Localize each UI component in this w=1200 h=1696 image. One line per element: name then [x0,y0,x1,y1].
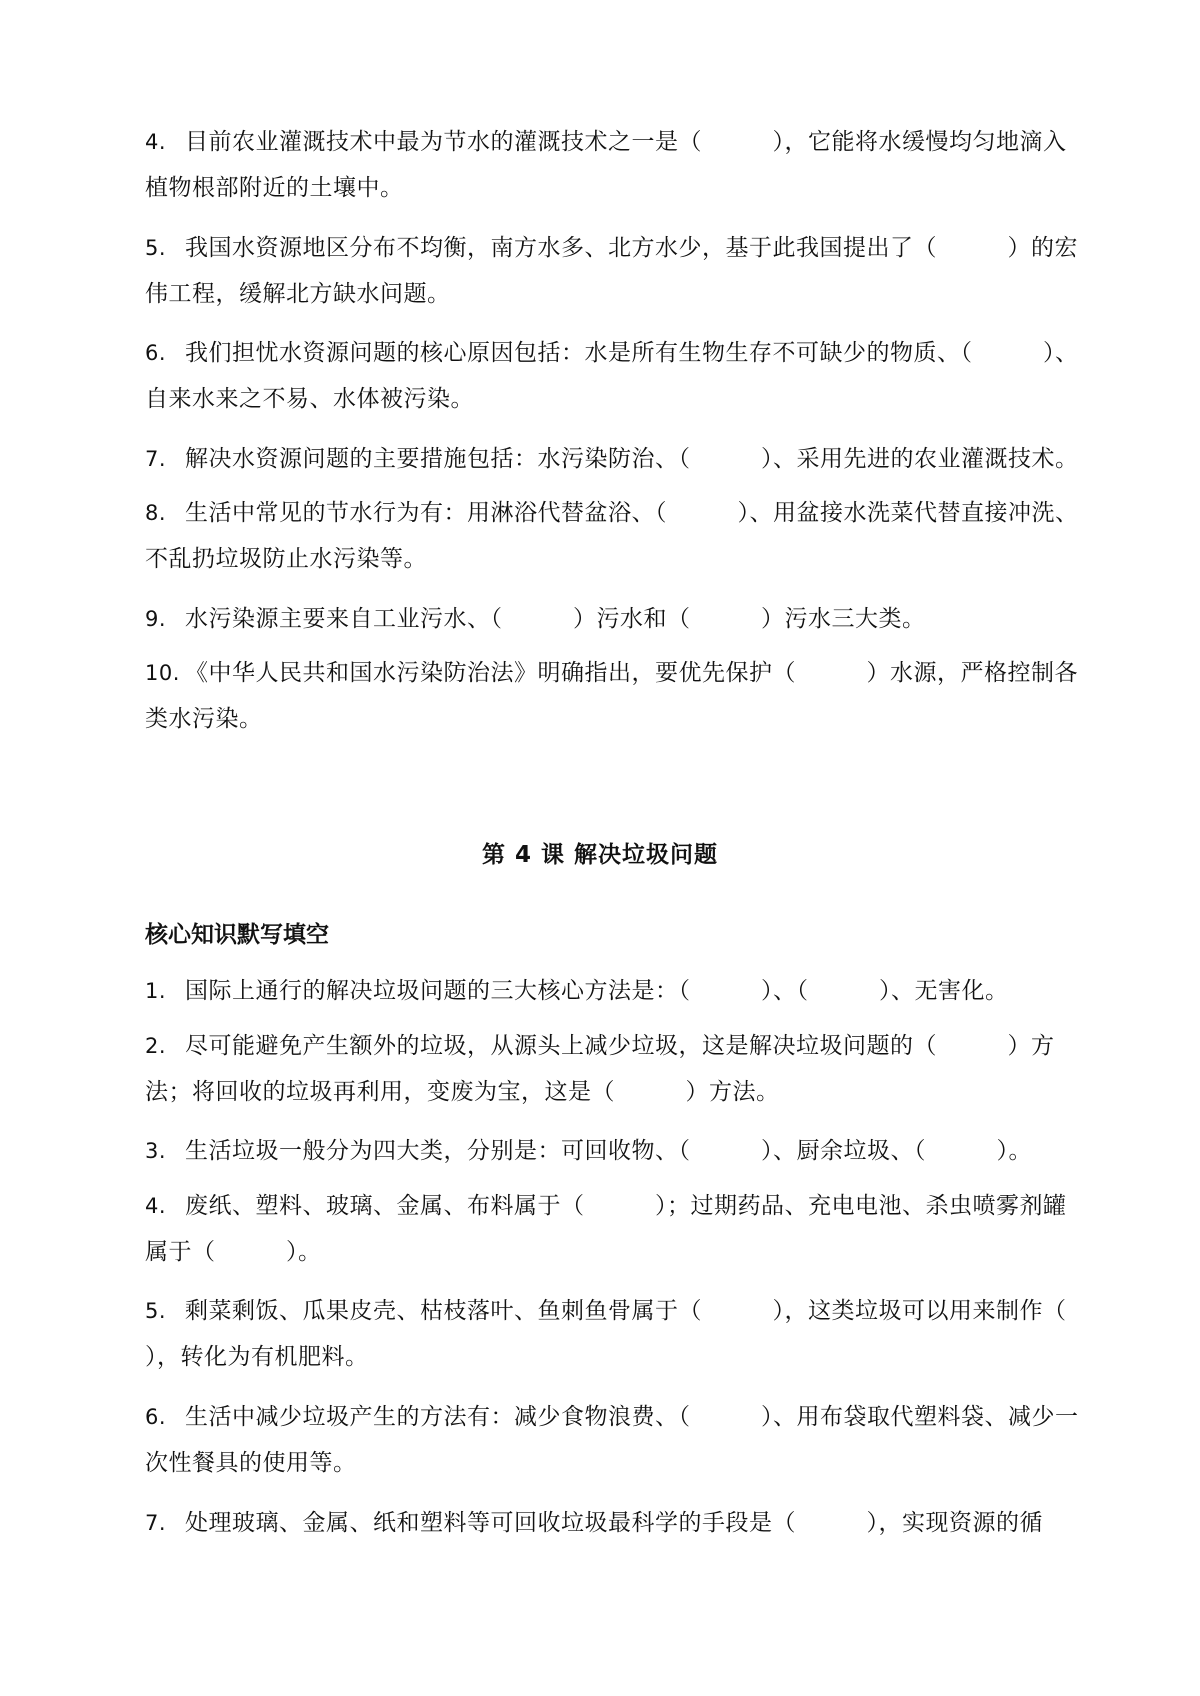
question-item [145,1288,1137,1380]
question-number: 4. [145,130,167,154]
lesson-title: 第 4 课 解决垃圾问题 [481,842,719,868]
question-item [145,1128,1080,1174]
question-text: 我国水资源地区分布不均衡，南方水多、北方水少，基于此我国提出了（ ）的宏伟工程，缓解北方缺水问题。 [145,235,1078,307]
question-item [145,596,1080,642]
question-item [145,650,1080,742]
question-text: 处理玻璃、金属、纸和塑料等可回收垃圾最科学的手段是（ ），实现资源的循 [185,1510,1043,1536]
question-item [145,1023,1080,1115]
question-item [145,1183,1080,1275]
question-text: 尽可能避免产生额外的垃圾，从源头上减少垃圾，这是解决垃圾问题的（ ）方法；将回收的垃圾再利用，变废为宝，这是（ ）方法。 [145,1033,1055,1105]
question-text: 生活中常见的节水行为有：用淋浴代替盆浴、（ ）、用盆接水洗菜代替直接冲洗、不乱扔垃圾防止水污染等。 [145,500,1079,572]
question-number: 8. [145,501,167,525]
question-item [145,490,1080,582]
question-item [145,968,1080,1014]
question-item [145,225,1080,317]
question-item [145,1394,1080,1486]
question-number: 2. [145,1034,167,1058]
question-text: 目前农业灌溉技术中最为节水的灌溉技术之一是（ ），它能将水缓慢均匀地滴入植物根部附近的土壤中。 [145,129,1067,201]
question-number: 7. [145,1511,167,1535]
question-number: 3. [145,1139,167,1163]
question-text: 解决水资源问题的主要措施包括：水污染防治、（ ）、采用先进的农业灌溉技术。 [185,446,1079,472]
question-text: 我们担忧水资源问题的核心原因包括：水是所有生物生存不可缺少的物质、（ ）、自来水来之不易、水体被污染。 [145,340,1079,412]
question-number: 5. [145,236,167,260]
question-text: 废纸、塑料、玻璃、金属、布料属于（ ）；过期药品、充电电池、杀虫喷雾剂罐属于（ ）。 [145,1193,1067,1265]
question-number: 7. [145,447,167,471]
question-number: 4. [145,1194,167,1218]
question-text: 水污染源主要来自工业污水、（ ）污水和（ ）污水三大类。 [185,606,926,632]
question-number: 5. [145,1299,167,1323]
question-text: 国际上通行的解决垃圾问题的三大核心方法是：（ ）、（ ）、无害化。 [185,978,1009,1004]
question-item [145,1500,1080,1546]
question-item [145,119,1080,211]
question-text: 《中华人民共和国水污染防治法》明确指出，要优先保护（ ）水源，严格控制各类水污染。 [145,660,1078,732]
section-subheading: 核心知识默写填空 [145,922,329,948]
question-number: 9. [145,607,167,631]
question-number: 6. [145,1405,167,1429]
question-item [145,330,1080,422]
question-item [145,436,1080,482]
question-number: 6. [145,341,167,365]
question-text: 生活垃圾一般分为四大类，分别是：可回收物、（ ）、厨余垃圾、（ ）。 [185,1138,1032,1164]
question-text: 剩菜剩饭、瓜果皮壳、枯枝落叶、鱼刺鱼骨属于（ ），这类垃圾可以用来制作（ ），转化为有机肥料。 [145,1298,1137,1370]
question-number: 1. [145,979,167,1003]
question-number: 10. [145,661,180,685]
question-text: 生活中减少垃圾产生的方法有：减少食物浪费、（ ）、用布袋取代塑料袋、减少一次性餐具的使用等。 [145,1404,1079,1476]
